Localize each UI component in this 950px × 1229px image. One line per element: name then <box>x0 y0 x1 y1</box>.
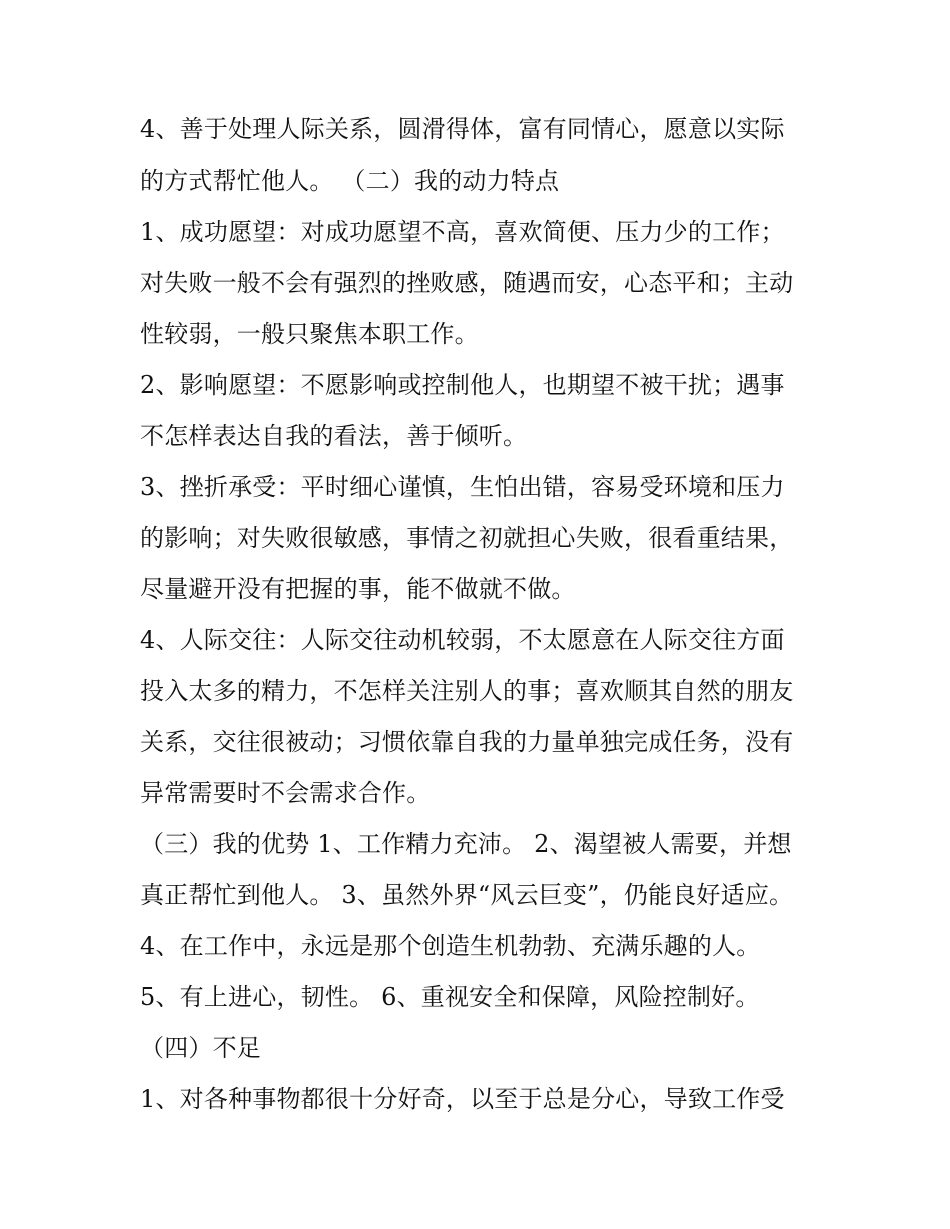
text-line: 真正帮忙到他人。 3、虽然外界“风云巨变”，仍能良好适应。 <box>140 881 794 909</box>
text-line: 的影响；对失败很敏感，事情之初就担心失败，很看重结果， <box>140 524 794 552</box>
text-line: 性较弱，一般只聚焦本职工作。 <box>140 320 479 348</box>
text-line: 投入太多的精力，不怎样关注别人的事；喜欢顺其自然的朋友 <box>140 677 794 705</box>
text-line: 2、影响愿望：不愿影响或控制他人，也期望不被干扰；遇事 <box>140 371 785 399</box>
text-line: 5、有上进心，韧性。 6、重视安全和保障，风险控制好。 <box>140 983 760 1011</box>
text-line: 的方式帮忙他人。 （二）我的动力特点 <box>140 167 560 195</box>
text-line: 关系，交往很被动；习惯依靠自我的力量单独完成任务，没有 <box>140 728 794 756</box>
text-line: 3、挫折承受：平时细心谨慎，生怕出错，容易受环境和压力 <box>140 473 785 501</box>
text-line: 4、善于处理人际关系，圆滑得体，富有同情心，愿意以实际 <box>140 115 785 143</box>
text-line: 4、在工作中，永远是那个创造生机勃勃、充满乐趣的人。 <box>140 932 761 960</box>
text-line: 尽量避开没有把握的事，能不做就不做。 <box>140 575 576 603</box>
text-line: 异常需要时不会需求合作。 <box>140 779 431 807</box>
text-line: 4、人际交往：人际交往动机较弱，不太愿意在人际交往方面 <box>140 626 785 654</box>
text-line: 1、对各种事物都很十分好奇，以至于总是分心，导致工作受 <box>140 1085 785 1113</box>
text-line: 不怎样表达自我的看法，善于倾听。 <box>140 422 528 450</box>
text-line: 1、成功愿望：对成功愿望不高，喜欢简便、压力少的工作； <box>140 218 785 246</box>
text-line: （三）我的优势 1、工作精力充沛。 2、渴望被人需要，并想 <box>140 830 792 858</box>
section-heading: （四）不足 <box>140 1034 261 1062</box>
text-line: 对失败一般不会有强烈的挫败感，随遇而安，心态平和；主动 <box>140 269 794 297</box>
